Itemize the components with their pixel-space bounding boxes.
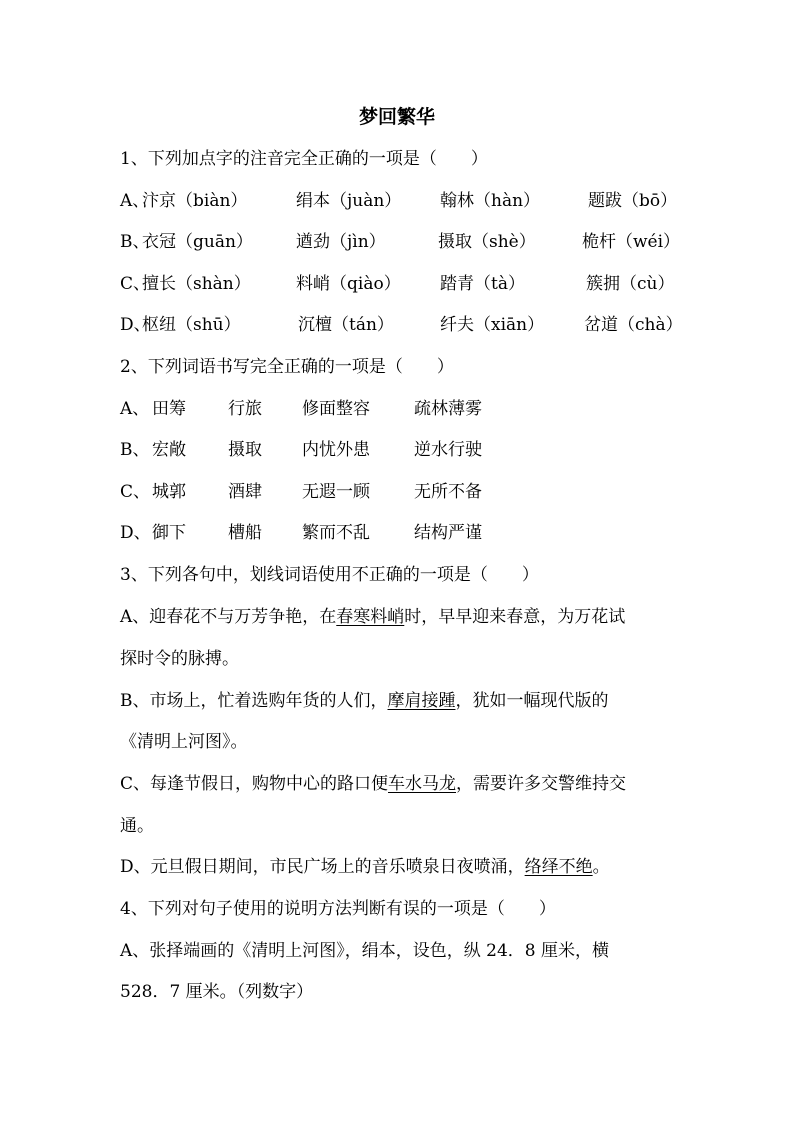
q4-option-a-line2: 528．7 厘米。（列数字） (120, 982, 314, 1002)
option-item: 疏林薄雾 (414, 399, 482, 419)
option-item: 宏敞 (152, 440, 186, 460)
option-item: 擅长（shàn） (142, 274, 251, 294)
option-item: 枢纽（shū） (142, 315, 241, 335)
option-item: 汴京（biàn） (142, 191, 248, 211)
question-3-stem: 3、下列各句中，划线词语使用不正确的一项是（ ） (120, 565, 539, 585)
text-run: 时，早早迎来春意，为万花试 (404, 607, 626, 627)
question-4-stem: 4、下列对句子使用的说明方法判断有误的一项是（ ） (120, 899, 556, 919)
q3-option-a-line1 (120, 604, 680, 630)
option-item: 料峭（qiào） (296, 274, 401, 294)
option-label: B、 (120, 440, 150, 460)
option-label: A、 (120, 399, 150, 419)
option-item: 踏青（tà） (440, 274, 525, 294)
option-item: 遒劲（jìn） (296, 232, 386, 252)
underlined-phrase: 络绎不绝 (524, 857, 593, 877)
q4-option-a-line1: A、张择端画的《清明上河图》，绢本，设色，纵 24．8 厘米，横 (120, 941, 610, 961)
q3-option-d (120, 854, 680, 880)
text-run: A、迎春花不与万芳争艳，在 (120, 607, 337, 627)
option-item: 衣冠（guān） (142, 232, 253, 252)
underlined-phrase: 春寒料峭 (336, 607, 405, 627)
option-item: 簇拥（cù） (586, 274, 675, 294)
option-item: 无所不备 (414, 482, 482, 502)
text-run: C、每逢节假日，购物中心的路口便 (120, 774, 389, 794)
underlined-phrase: 车水马龙 (388, 774, 457, 794)
text-run: ，需要许多交警维持交 (456, 774, 627, 794)
option-label: B、 (120, 232, 150, 252)
text-run: B、市场上，忙着选购年货的人们， (120, 691, 388, 711)
option-item: 修面整容 (302, 399, 370, 419)
option-label: A、 (120, 191, 150, 211)
option-item: 翰林（hàn） (440, 191, 541, 211)
option-item: 田筹 (152, 399, 186, 419)
option-label: D、 (120, 315, 151, 335)
option-item: 酒肆 (228, 482, 262, 502)
option-item: 岔道（chà） (584, 315, 683, 335)
option-item: 行旅 (228, 399, 262, 419)
option-label: C、 (120, 482, 151, 502)
option-item: 题跋（bō） (588, 191, 678, 211)
page-title: 梦回繁华 (358, 106, 435, 128)
option-item: 纤夫（xiān） (440, 315, 545, 335)
text-run: 。 (592, 857, 610, 877)
option-item: 御下 (152, 523, 186, 543)
option-label: D、 (120, 523, 151, 543)
underlined-phrase: 摩肩接踵 (387, 691, 456, 711)
text-run: D、元旦假日期间，市民广场上的音乐喷泉日夜喷涌， (120, 857, 525, 877)
option-item: 城郭 (152, 482, 186, 502)
q3-option-c-line2: 通。 (120, 816, 154, 836)
text-run: ，犹如一幅现代版的 (455, 691, 609, 711)
option-item: 槽船 (228, 523, 262, 543)
q3-option-a-line2: 探时令的脉搏。 (120, 649, 239, 669)
option-item: 摄取 (228, 440, 262, 460)
option-item: 结构严谨 (414, 523, 482, 543)
question-2-stem: 2、下列词语书写完全正确的一项是（ ） (120, 357, 454, 377)
option-item: 无遐一顾 (302, 482, 370, 502)
option-item: 沉檀（tán） (298, 315, 394, 335)
option-item: 繁而不乱 (302, 523, 370, 543)
q3-option-b-line1 (120, 688, 680, 714)
q3-option-c-line1 (120, 771, 680, 797)
q3-option-b-line2: 《清明上河图》。 (120, 732, 248, 752)
option-label: C、 (120, 274, 151, 294)
option-item: 摄取（shè） (438, 232, 536, 252)
option-item: 绢本（juàn） (296, 191, 402, 211)
option-item: 桅杆（wéi） (582, 232, 681, 252)
option-item: 内忧外患 (302, 440, 370, 460)
option-item: 逆水行驶 (414, 440, 482, 460)
question-1-stem: 1、下列加点字的注音完全正确的一项是（ ） (120, 149, 488, 169)
